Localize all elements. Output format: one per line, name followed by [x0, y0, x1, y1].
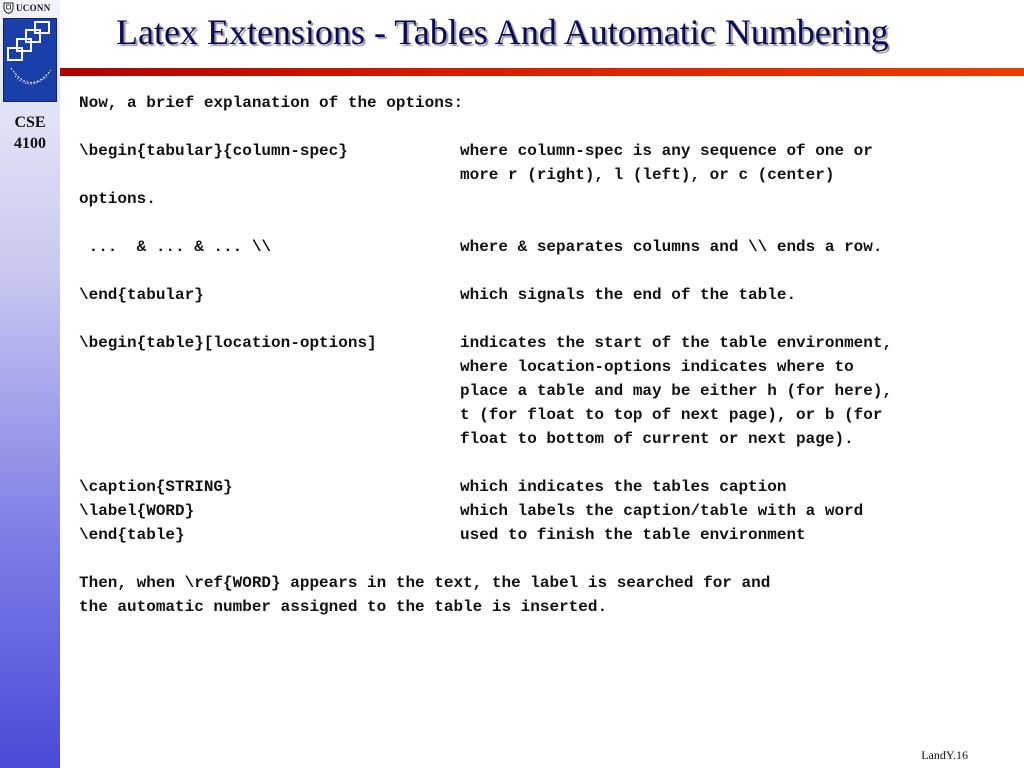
ref-line	[79, 571, 1009, 595]
end-tabular-row	[79, 283, 1009, 307]
end-table-row	[79, 523, 1009, 547]
table-env-row-cont	[79, 355, 1009, 379]
caption-command: \caption{STRING}	[79, 478, 233, 496]
table-env-description-3: place a table and may be either h (for here),	[460, 382, 893, 400]
caption-row	[79, 475, 1009, 499]
uconn-header	[3, 1, 51, 15]
table-env-row-cont	[79, 379, 1009, 403]
intro-text: Now, a brief explanation of the options:	[79, 94, 464, 112]
tabular-command: \begin{tabular}{column-spec}	[79, 142, 348, 160]
end-table-command: \end{table}	[79, 526, 185, 544]
uconn-seal-icon	[3, 2, 14, 14]
tabular-description-cont: more r (right), l (left), or c (center)	[460, 166, 835, 184]
table-env-row-cont	[79, 427, 1009, 451]
end-tabular-command: \end{tabular}	[79, 286, 204, 304]
label-row	[79, 499, 1009, 523]
cse-logo-icon	[3, 18, 57, 102]
label-description: which labels the caption/table with a word	[460, 502, 864, 520]
spacer	[79, 259, 1009, 283]
slide-number: LandY.16	[921, 748, 968, 762]
tabular-description: where column-spec is any sequence of one or	[460, 142, 873, 160]
title-underline-bar	[60, 68, 1024, 76]
ref-text-1: Then, when \ref{WORD} appears in the text, the label is searched for and	[79, 574, 771, 592]
spacer	[79, 115, 1009, 139]
table-env-row	[79, 331, 1009, 355]
tabular-row-options	[79, 187, 1009, 211]
ref-line	[79, 595, 1009, 619]
intro-line	[79, 91, 1009, 115]
row-syntax-description: where & separates columns and \\ ends a row.	[460, 238, 883, 256]
table-env-row-cont	[79, 403, 1009, 427]
course-code: CSE	[14, 114, 46, 131]
table-env-description-2: where location-options indicates where to	[460, 358, 854, 376]
spacer	[79, 547, 1009, 571]
ref-text-2: the automatic number assigned to the table is inserted.	[79, 598, 608, 616]
label-command: \label{WORD}	[79, 502, 195, 520]
uconn-wordmark: UCONN	[16, 3, 51, 13]
end-tabular-description: which signals the end of the table.	[460, 286, 797, 304]
sidebar	[0, 0, 60, 768]
row-syntax-row	[79, 235, 1009, 259]
tabular-description-end: options.	[79, 190, 156, 208]
slide-title: Latex Extensions - Tables And Automatic Numbering	[116, 12, 889, 52]
spacer	[79, 211, 1009, 235]
row-syntax-command: ... & ... & ... \\	[79, 238, 272, 256]
table-env-description: indicates the start of the table environment,	[460, 334, 893, 352]
table-env-command: \begin{table}[location-options]	[79, 334, 377, 352]
course-number: 4100	[14, 135, 46, 152]
tabular-row-cont	[79, 163, 1009, 187]
table-env-description-4: t (for float to top of next page), or b (for	[460, 406, 883, 424]
end-table-description: used to finish the table environment	[460, 526, 806, 544]
table-env-description-5: float to bottom of current or next page).	[460, 430, 854, 448]
spacer	[79, 451, 1009, 475]
slide-body	[79, 91, 1009, 619]
tabular-row	[79, 139, 1009, 163]
course-label	[0, 112, 60, 154]
caption-description: which indicates the tables caption	[460, 478, 787, 496]
spacer	[79, 307, 1009, 331]
